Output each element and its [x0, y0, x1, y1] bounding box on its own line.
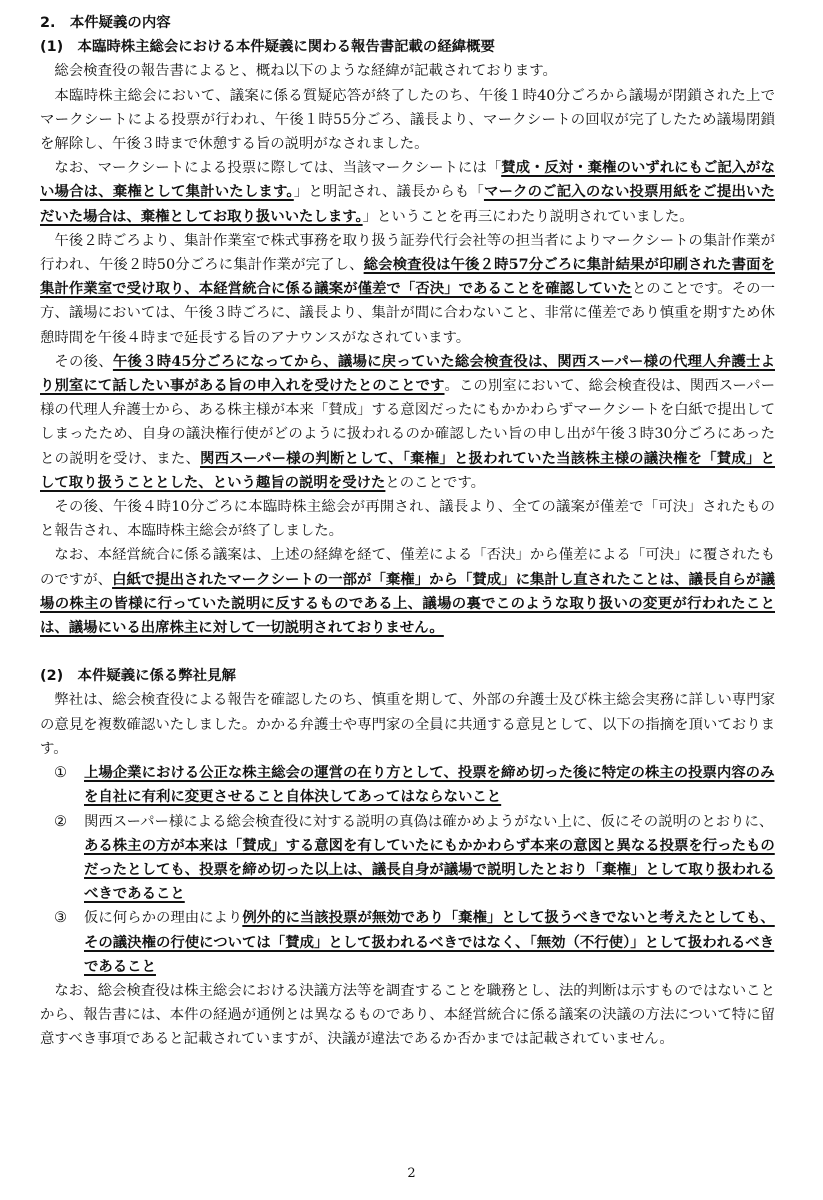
list-item [40, 761, 775, 809]
opinion-list [40, 761, 775, 979]
page-number: 2 [407, 1166, 416, 1181]
emphasis-text: 上場企業における公正な株主総会の運営の在り方として、投票を締め切った後に特定の株主の投票内容のみを自社に有利に変更させること自体決してあってはならないこと [84, 764, 775, 806]
paragraph: 本臨時株主総会において、議案に係る質疑応答が終了したのち、午後１時40分ごろから議場が閉鎖された上でマークシートによる投票が行われ、午後１時55分ごろ、議長より、マークシートの回収が完了したため議場閉鎖を解除し、午後３時まで休憩する旨の説明がなされました。 [40, 87, 775, 153]
paragraph: 午後２時ごろより、集計作業室で株式事務を取り扱う証券代行会社等の担当者によりマークシートの集計作業が行われ、午後２時50分ごろに集計作業が完了し、総会検査役は午後２時57分ごろに集計結果が印刷された書面を集計作業室で受け取り、本経営統合に係る議案が僅差で「否決」であることを確認していたとのことです。その一方、議場においては、午後３時ごろに、議長より、集計が間に合わないこと、非常に僅差であり慎重を期すため休憩時間を午後４時まで延長する旨のアナウンスがなされています。 [40, 232, 775, 346]
paragraph: なお、総会検査役は株主総会における決議方法等を調査することを職務とし、法的判断は示すものではないことから、報告書には、本件の経過が通例とは異なるものであり、本経営統合に係る議案の決議の方法について特に留意すべき事項であると記載されていますが、決議が違法であるか否かまでは記載されていません。 [40, 982, 775, 1048]
list-item: ② 関西スーパー様による総会検査役に対する説明の真偽は確かめようがない上に、仮にその説明のとおりに、ある株主の方が本来は「賛成」する意図を有していたにもかかわらず本来の意図と異なる投票を行ったものだったとしても、投票を締め切った以上は、議長自身が議場で説明したとおり「棄権」として取り扱われるべきであること [40, 810, 775, 907]
paragraph: 総会検査役の報告書によると、概ね以下のような経緯が記載されております。 [54, 63, 557, 80]
section-heading: 2. 本件疑義の内容 [40, 15, 171, 31]
list-number: ③ [54, 910, 67, 927]
paragraph: その後、午後３時45分ごろになってから、議場に戻っていた総会検査役は、関西スーパー様の代理人弁護士より別室にて話したい事がある旨の申入れを受けたとのことです。この別室において、総会検査役は、関西スーパー様の代理人弁護士から、ある株主様が本来「賛成」する意図だったにもかかわらずマークシートを白紙で提出してしまったため、自身の議決権行使がどのように扱われるのか確認したい旨の申し出が午後３時30分ごろにあったとの説明を受け、また、関西スーパー様の判断として、「棄権」と扱われていた当該株主様の議決権を「賛成」として取り扱うこととした、という趣旨の説明を受けたとのことです。 [40, 352, 775, 491]
list-number: ① [54, 765, 67, 782]
paragraph: その後、午後４時10分ごろに本臨時株主総会が再開され、議長より、全ての議案が僅差で「可決」されたものと報告され、本臨時株主総会が終了しました。 [40, 499, 775, 540]
subsection-2-heading: (2) 本件疑義に係る弊社見解 [40, 668, 236, 685]
emphasis-text: ある株主の方が本来は「賛成」する意図を有していたにもかかわらず本来の意図と異なる投票を行ったものだったとしても、投票を締め切った以上は、議長自身が議場で説明したとおり「棄権」として取り扱われるべきであること [84, 836, 775, 903]
emphasis-text: 白紙で提出されたマークシートの一部が「棄権」から「賛成」に集計し直されたことは、議長自らが議場の株主の皆様に行っていた説明に反するものである上、議場の裏でこのような取り扱いの変更が行われたことは、議場にいる出席株主に対して一切説明されておりません。 [40, 570, 775, 637]
emphasis-text: 午後３時45分ごろになってから、議場に戻っていた総会検査役は、関西スーパー様の代理人弁護士より別室にて話したい事がある旨の申入れを受けたとのことです [40, 352, 775, 395]
emphasis-text: 例外的に当該投票が無効であり「棄権」として扱うべきでないと考えたとしても、その議決権の行使については「賛成」として扱われるべきではなく、「無効（不行使）」として扱われるべきであること [84, 909, 775, 975]
emphasis-text: 関西スーパー様の判断として、「棄権」と扱われていた当該株主様の議決権を「賛成」として取り扱うこととした、という趣旨の説明を受けた [40, 449, 775, 491]
paragraph: なお、本経営統合に係る議案は、上述の経緯を経て、僅差による「否決」から僅差による「可決」に覆されたものですが、白紙で提出されたマークシートの一部が「棄権」から「賛成」に集計し直されたことは、議長自らが議場の株主の皆様に行っていた説明に反するものである上、議場の裏でこのような取り扱いの変更が行われたことは、議場にいる出席株主に対して一切説明されておりません。 [40, 547, 775, 637]
list-number: ② [54, 813, 67, 830]
emphasis-text: マークのご記入のない投票用紙をご提出いただいた場合は、棄権としてお取り扱いいたします。 [40, 183, 775, 225]
paragraph: なお、マークシートによる投票に際しては、当該マークシートには「賛成・反対・棄権のいずれにもご記入がない場合は、棄権として集計いたします。」と明記され、議長からも「マークのご記入のない投票用紙をご提出いただいた場合は、棄権としてお取り扱いいたします。」ということを再三にわたり説明されていました。 [40, 159, 775, 225]
paragraph: 弊社は、総会検査役による報告を確認したのち、慎重を期して、外部の弁護士及び株主総会実務に詳しい専門家の意見を複数確認いたしました。かかる弁護士や専門家の全員に共通する意見として、以下の指摘を頂いております。 [40, 692, 775, 757]
spacer [40, 640, 775, 664]
emphasis-text: 総会検査役は午後２時57分ごろに集計結果が印刷された書面を集計作業室で受け取り、本経営統合に係る議案が僅差で「否決」であることを確認していた [40, 256, 775, 298]
list-item: ③ 仮に何らかの理由により例外的に当該投票が無効であり「棄権」として扱うべきでないと考えたとしても、その議決権の行使については「賛成」として扱われるべきではなく、「無効（不行使）」として扱われるべきであること [40, 906, 775, 979]
emphasis-text: 賛成・反対・棄権のいずれにもご記入がない場合は、棄権として集計いたします。 [40, 159, 775, 201]
subsection-1-heading: (1) 本臨時株主総会における本件疑義に関わる報告書記載の経緯概要 [40, 39, 495, 56]
